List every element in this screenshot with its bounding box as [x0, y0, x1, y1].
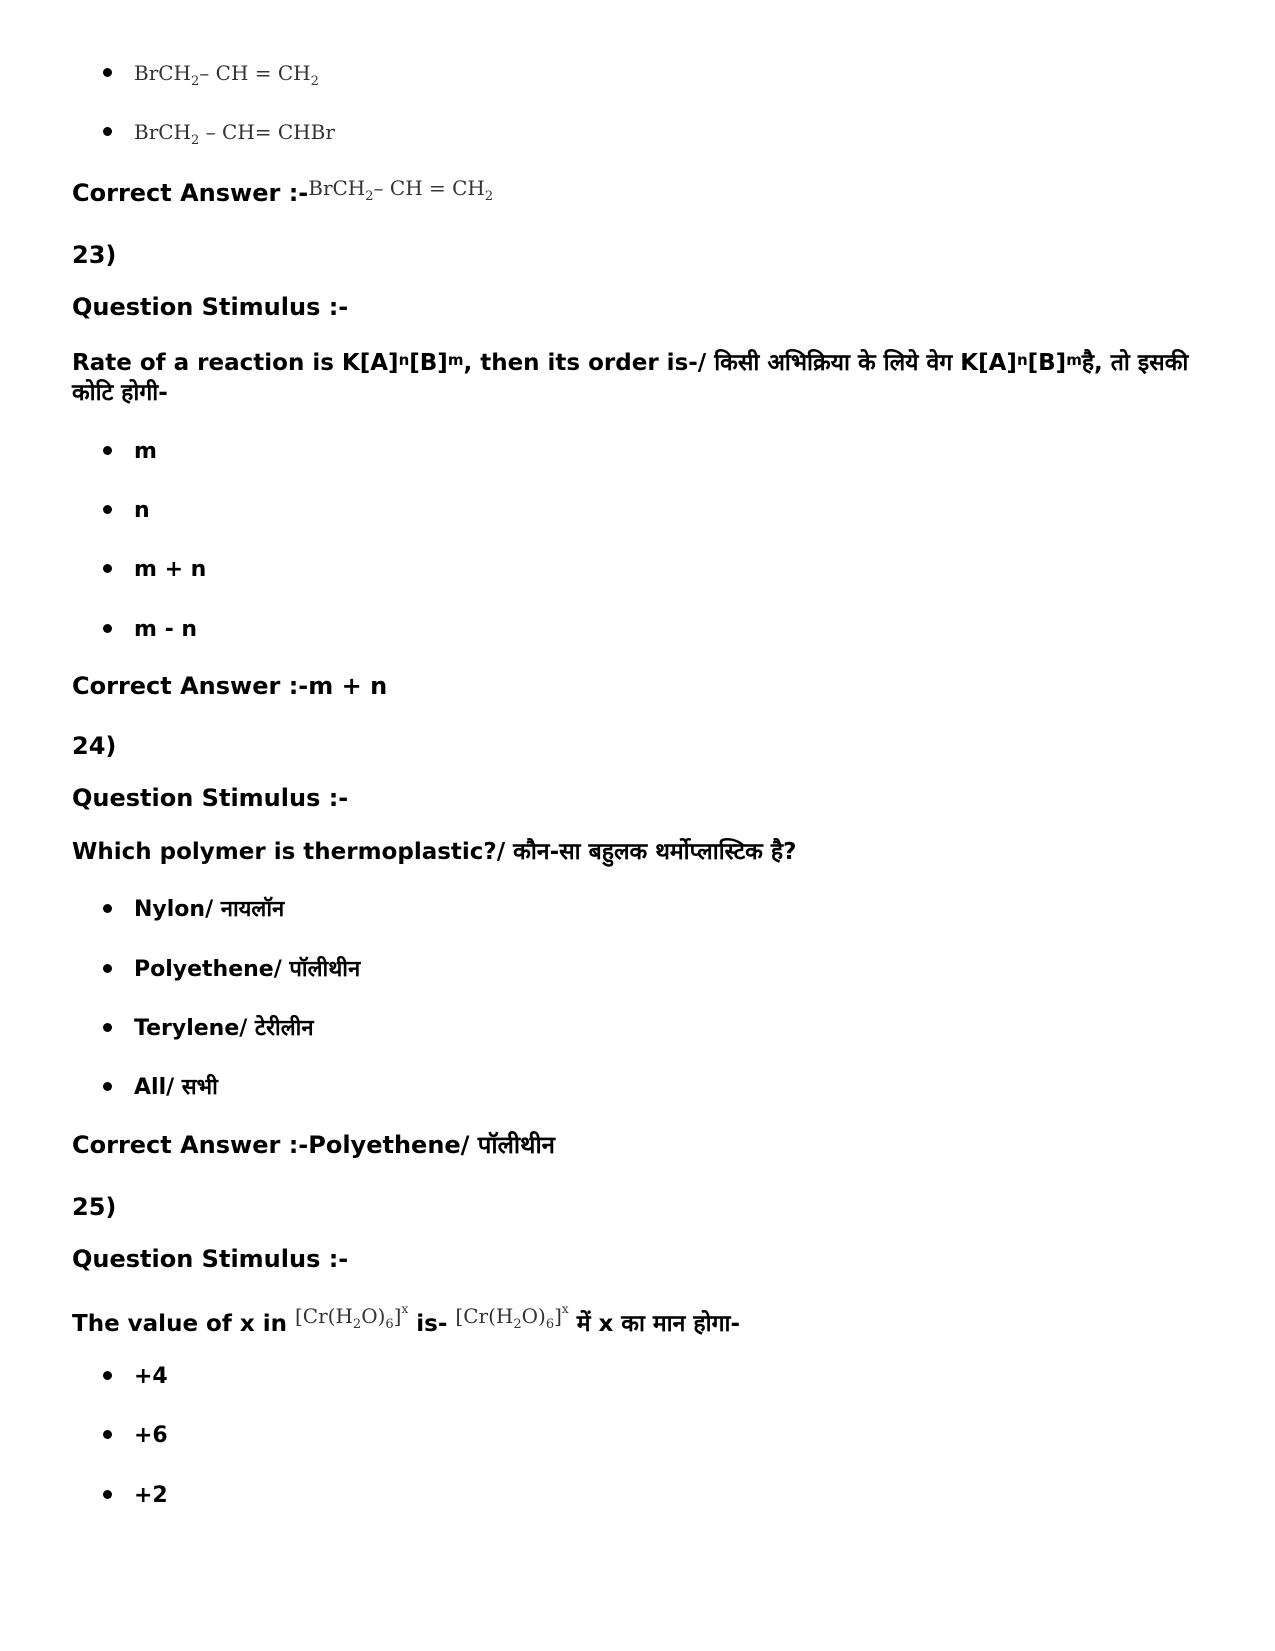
q25-number: 25) [72, 1193, 117, 1221]
q22-option-2 [103, 117, 335, 156]
q23-stimulus: Rate of a reaction is $K[A]^n[B]^m$, then its order is-/ किसी अभिक्रिया के लिये वेग $K[A]^n[B]^mहै$, तो इसकी कोटि होगी- [72, 350, 1189, 406]
bullet-icon [103, 1490, 112, 1499]
q24-number: 24) [72, 732, 117, 760]
q24-option-1: Nylon/ नायलॉन [103, 895, 284, 925]
bullet-icon [103, 624, 112, 633]
q22-answer-formula: BrCH2– CH = CH2 [308, 176, 494, 204]
q22-correct-answer [72, 178, 493, 218]
bullet-icon [103, 904, 112, 913]
q25-stimulus: The value of x in $[Cr(H_2O)_6]^x$ is- $[Cr(H_2O)_6]^x$ में x का मान होगा- [72, 1302, 741, 1337]
q25-option-1: +4 [103, 1362, 168, 1392]
q23-option-2: n [103, 496, 150, 526]
bullet-icon [103, 964, 112, 973]
bullet-icon [103, 68, 112, 77]
bullet-icon [103, 1023, 112, 1032]
q23-option-4: m - n [103, 615, 197, 645]
q25-option-2: +6 [103, 1421, 168, 1451]
q23-option-1: m [103, 437, 157, 467]
q23-stimulus-label: Question Stimulus :- [72, 293, 349, 321]
q24-correct-answer: Correct Answer :-Polyethene/ पॉलीथीन [72, 1131, 556, 1159]
q23-option-3: m + n [103, 555, 206, 585]
q22-option-2-formula: BrCH$_2$ – CH= CHBr [134, 120, 335, 148]
q24-option-4: All/ सभी [103, 1073, 218, 1103]
q24-option-2: Polyethene/ पॉलीथीन [103, 955, 360, 985]
bullet-icon [103, 564, 112, 573]
bullet-icon [103, 505, 112, 514]
q22-option-1-formula: BrCH$_2$– CH = $CH_2$ [134, 61, 319, 89]
q24-stimulus: Which polymer is thermoplastic?/ कौन-सा बहुलक थर्मोप्लास्टिक है? [72, 839, 797, 865]
bullet-icon [103, 127, 112, 136]
bullet-icon [103, 1082, 112, 1091]
q22-option-1 [103, 58, 319, 97]
q23-correct-answer: Correct Answer :-m + n [72, 672, 388, 700]
q23-number: 23) [72, 241, 117, 269]
bullet-icon [103, 1371, 112, 1380]
bullet-icon [103, 1430, 112, 1439]
q24-stimulus-label: Question Stimulus :- [72, 784, 349, 812]
q24-option-3: Terylene/ टेरीलीन [103, 1014, 314, 1044]
complex-formula: $[Cr(H_2O)_6]^x$ [294, 1302, 409, 1332]
q25-option-3: +2 [103, 1481, 168, 1511]
answer-label: Correct Answer :- [72, 179, 309, 207]
bullet-icon [103, 446, 112, 455]
complex-formula: $[Cr(H_2O)_6]^x$ [455, 1302, 569, 1332]
q25-stimulus-label: Question Stimulus :- [72, 1245, 349, 1273]
